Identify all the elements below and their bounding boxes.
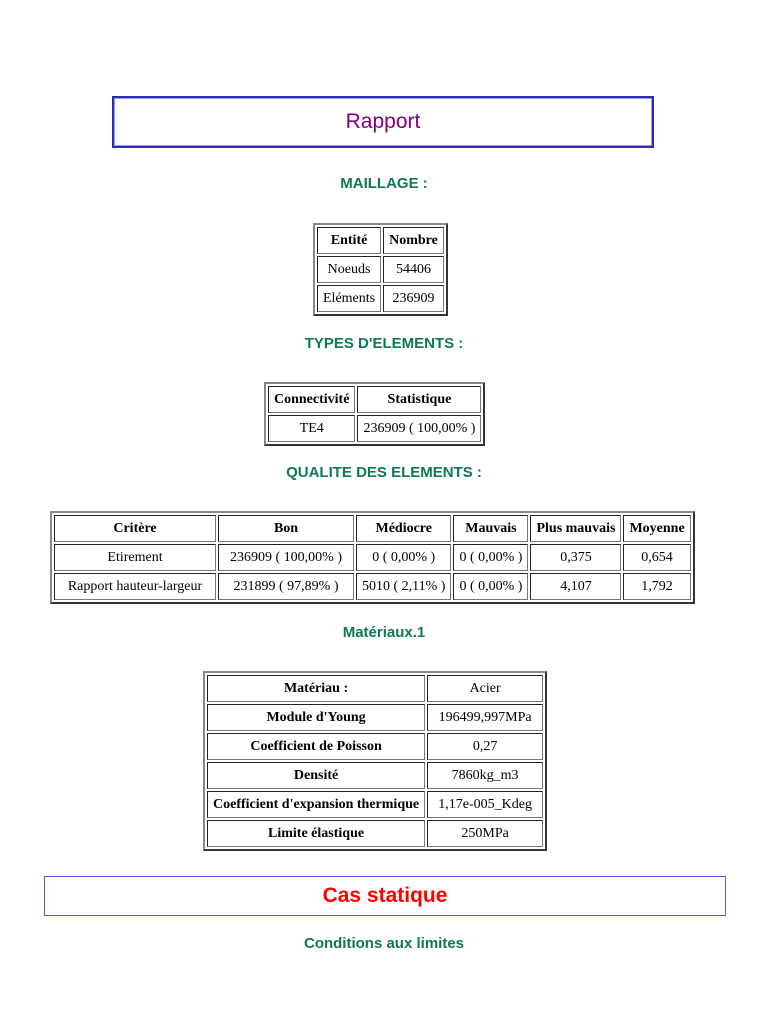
table-row [317,285,444,312]
maillage-heading: MAILLAGE : [340,175,428,192]
cell-mediocre: 5010 ( 2,11% ) [356,573,451,600]
property-label: Limite élastique [207,820,425,847]
cell-statistique: 236909 ( 100,00% ) [357,415,481,442]
report-title: Rapport [345,110,421,133]
cell-plus-mauvais: 4,107 [530,573,621,600]
cell-nombre: 54406 [383,256,444,283]
property-value: Acier [427,675,543,702]
cell-bon: 236909 ( 100,00% ) [218,544,354,571]
report-title-box [112,96,654,148]
cell-critere: Etirement [54,544,216,571]
table-row [207,762,543,789]
table-row [207,820,543,847]
cas-statique-box [44,876,726,916]
cell-entite: Noeuds [317,256,381,283]
qualite-table [50,511,695,604]
cell-mediocre: 0 ( 0,00% ) [356,544,451,571]
types-elements-table [264,382,485,446]
cell-bon: 231899 ( 97,89% ) [218,573,354,600]
cell-critere: Rapport hauteur-largeur [54,573,216,600]
table-row [207,704,543,731]
table-row [207,791,543,818]
cell-moyenne: 1,792 [623,573,690,600]
table-header-row [317,227,444,254]
property-label: Module d'Young [207,704,425,731]
header-mediocre: Médiocre [356,515,451,542]
header-nombre: Nombre [383,227,444,254]
table-row [54,544,691,571]
header-bon: Bon [218,515,354,542]
table-row [268,415,481,442]
property-value: 250MPa [427,820,543,847]
cell-moyenne: 0,654 [623,544,690,571]
cell-mauvais: 0 ( 0,00% ) [453,544,528,571]
cell-entite: Eléments [317,285,381,312]
table-header-row [268,386,481,413]
property-value: 0,27 [427,733,543,760]
conditions-limites-heading: Conditions aux limites [303,935,465,952]
header-mauvais: Mauvais [453,515,528,542]
table-row [207,675,543,702]
cell-mauvais: 0 ( 0,00% ) [453,573,528,600]
property-label: Densité [207,762,425,789]
materiaux-table [203,671,547,851]
property-label: Coefficient d'expansion thermique [207,791,425,818]
materiaux-heading: Matériaux.1 [342,624,426,641]
table-header-row [54,515,691,542]
header-statistique: Statistique [357,386,481,413]
header-critere: Critère [54,515,216,542]
cell-connectivite: TE4 [268,415,355,442]
table-row [54,573,691,600]
header-plus-mauvais: Plus mauvais [530,515,621,542]
table-row [317,256,444,283]
maillage-table [313,223,448,316]
types-elements-heading: TYPES D'ELEMENTS : [304,335,464,352]
property-value: 7860kg_m3 [427,762,543,789]
property-label: Matériau : [207,675,425,702]
cell-plus-mauvais: 0,375 [530,544,621,571]
table-row [207,733,543,760]
property-value: 1,17e-005_Kdeg [427,791,543,818]
cas-statique-title: Cas statique [322,884,448,907]
property-label: Coefficient de Poisson [207,733,425,760]
header-entite: Entité [317,227,381,254]
property-value: 196499,997MPa [427,704,543,731]
header-moyenne: Moyenne [623,515,690,542]
header-connectivite: Connectivité [268,386,355,413]
qualite-heading: QUALITE DES ELEMENTS : [286,464,482,481]
cell-nombre: 236909 [383,285,444,312]
